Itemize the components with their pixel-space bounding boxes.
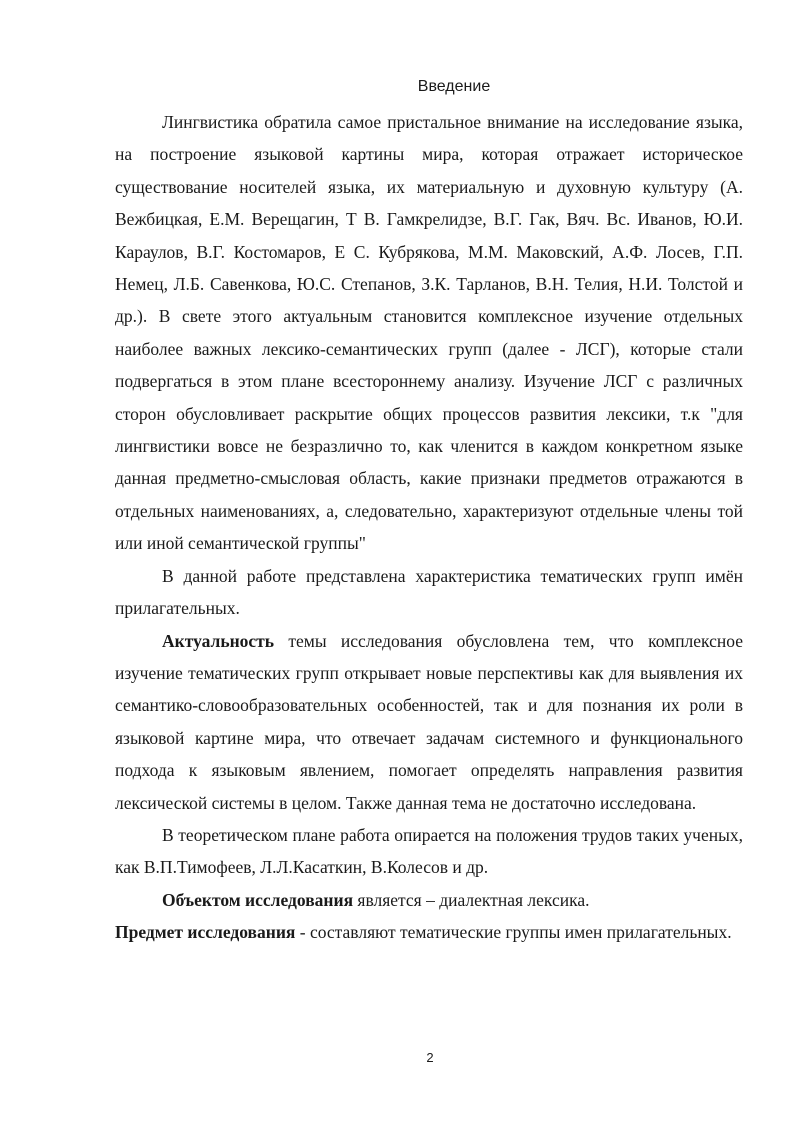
relevance-label: Актуальность [162,630,275,651]
research-object-label: Объектом исследования [162,889,354,910]
research-object-text: является – диалектная лексика. [353,889,590,910]
page-number: 2 [426,1050,434,1065]
relevance-text: темы исследования обусловлена тем, что комплексное изучение тематических групп открывает новые перспективы как для выявления их семантико-словообразовательных особенностей, так и для познания их роли в языковой картине мира, что отвечает задачам системного и функционального подхода к языковым явлением, помогает определять направления развития лексической системы в целом. Также данная тема не достаточно исследована. [115,630,743,813]
document-body [115,106,743,949]
research-subject-text: - составляют тематические группы имен прилагательных. [295,922,732,943]
paragraph-relevance [115,625,743,819]
paragraph-research-subject [115,916,743,948]
research-subject-label: Предмет исследования [115,922,296,943]
paragraph-research-object [115,884,743,916]
section-heading: Введение [417,78,491,95]
paragraph-theoretical-basis: В теоретическом плане работа опирается на положения трудов таких ученых, как В.П.Тимофеев, Л.Л.Касаткин, В.Колесов и др. [115,824,743,878]
paragraph-work-description: В данной работе представлена характеристика тематических групп имён прилагательных. [115,565,743,619]
paragraph-intro: Лингвистика обратила самое пристальное внимание на исследование языка, на построение языковой картины мира, которая отражает историческое существование носителей языка, их материальную и духовную культуру (А. Вежбицкая, Е.М. Верещагин, Т В. Гамкрелидзе, В.Г. Гак, Вяч. Вс. Иванов, Ю.И. Караулов, В.Г. Костомаров, Е С. Кубрякова, М.М. Маковский, А.Ф. Лосев, Г.П. Немец, Л.Б. Савенкова, Ю.С. Степанов, З.К. Тарланов, В.Н. Телия, Н.И. Толстой и др.). В свете этого актуальным становится комплексное изучение отдельных наиболее важных лексико-семантических групп (далее - ЛСГ), которые стали подвергаться в этом плане всестороннему анализу. Изучение ЛСГ с различных сторон обусловливает раскрытие общих процессов развития лексики, т.к "для лингвистики вовсе не безразлично то, как членится в каждом конкретном языке данная предметно-смысловая область, какие признаки предметов отражаются в отдельных наименованиях, а, следовательно, характеризуют отдельные члены той или иной семантической группы" [115,112,743,554]
